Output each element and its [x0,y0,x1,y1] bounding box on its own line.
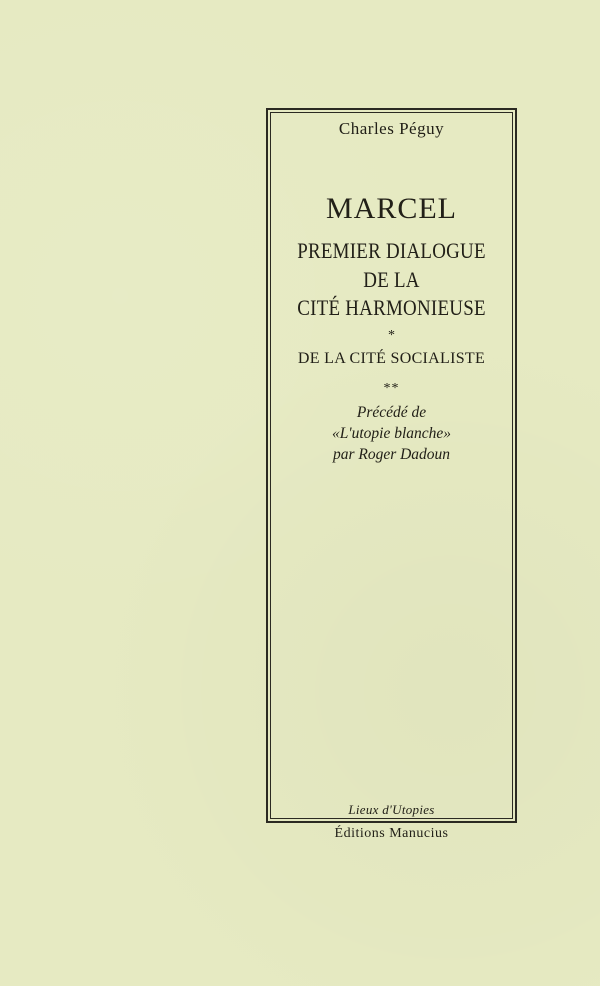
subtitle-line-2: DE LA [363,267,420,292]
separator-double-asterisk: ** [383,381,400,396]
separator-single-asterisk: * [388,328,395,343]
series-name: Lieux d'Utopies [348,802,435,817]
author-name: Charles Péguy [338,119,445,138]
book-title: MARCEL [325,192,457,225]
subtitle-line-1: PREMIER DIALOGUE [297,238,486,263]
publisher-name: Éditions Manucius [334,826,449,841]
second-part-title: DE LA CITÉ SOCIALISTE [297,350,486,367]
subtitle-line-3: CITÉ HARMONIEUSE [297,295,486,320]
preface-line-3: par Roger Dadoun [332,446,451,463]
preface-line-1: Précédé de [356,404,427,421]
preface-line-2: «L'utopie blanche» [331,425,452,442]
